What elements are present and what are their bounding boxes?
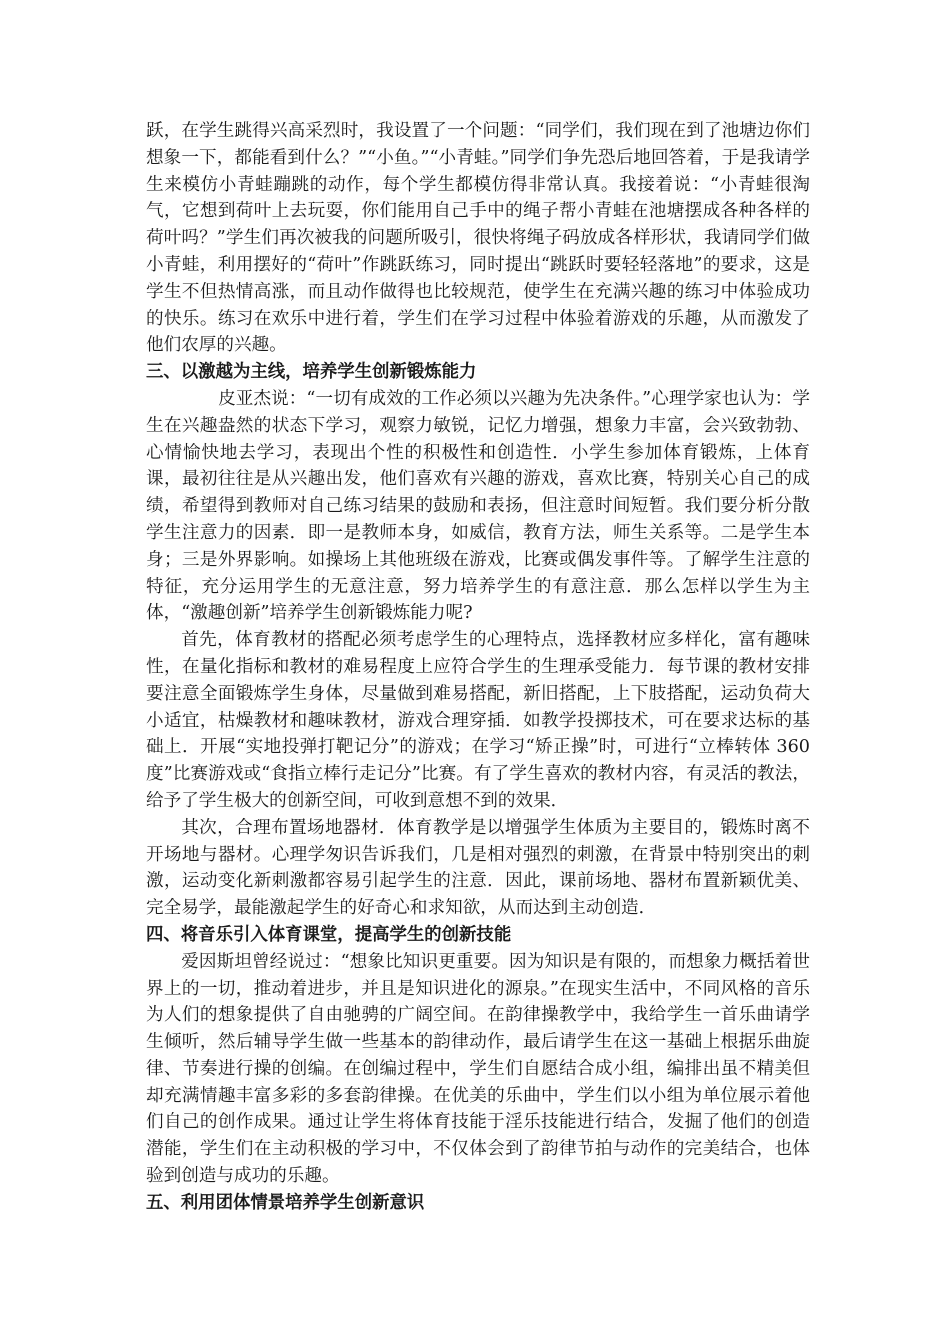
paragraph-frog-game: 跃，在学生跳得兴高采烈时，我设置了一个问题：“同学们，我们现在到了池塘边你们想象一下，都能看到什么？”“小鱼。”“小青蛙。”同学们争先恐后地回答着，于是我请学生来模仿小青蛙蹦跳的动作，每个学生都模仿得非常认真。我接着说：“小青蛙很淘气，它想到荷叶上去玩耍，你们能用自己手中的绳子帮小青蛙在池塘摆成各种各样的荷叶吗？”学生们再次被我的问题所吸引，很快将绳子码放成各样形状，我请同学们做小青蛙，利用摆好的“荷叶”作跳跃练习，同时提出“跳跃时要轻轻落地”的要求，这是学生不但热情高涨，而且动作做得也比较规范，使学生在充满兴趣的练习中体验成功的快乐。练习在欢乐中进行着，学生们在学习过程中体验着游戏的乐趣，从而激发了他们农厚的兴趣。 — [146, 121, 810, 356]
paragraph-einstein: 爱因斯坦曾经说过：“想象比知识更重要。因为知识是有限的，而想象力概括着世界上的一切，推动着进步，并且是知识进化的源泉。”在现实生活中，不同风格的音乐为人们的想象提供了自由驰骋的广阔空间。在韵律操教学中，我给学生一首乐曲请学生倾听，然后辅导学生做一些基本的韵律动作，最后请学生在这一基础上根据乐曲旋律、节奏进行操的创编。在创编过程中，学生们自愿结合成小组，编排出虽不精美但却充满情趣丰富多彩的多套韵律操。在优美的乐曲中，学生们以小组为单位展示着他们自己的创作成果。通过让学生将体育技能于淫乐技能进行结合，发掘了他们的创造潜能，学生们在主动积极的学习中，不仅体会到了韵律节拍与动作的完美结合，也体验到创造与成功的乐趣。 — [146, 951, 810, 1187]
document-page — [146, 118, 810, 1217]
section-heading-3: 三、以激越为主线，培养学生创新锻炼能力 — [146, 362, 477, 383]
paragraph-piaget: 皮亚杰说：“一切有成效的工作必须以兴趣为先决条件。”心理学家也认为：学生在兴趣盎然的状态下学习，观察力敏锐，记忆力增强，想象力丰富，会兴致勃勃、心情愉快地去学习，表现出个性的积极性和创造性．小学生参加体育锻炼，上体育课，最初往往是从兴趣出发，他们喜欢有兴趣的游戏，喜欢比赛，特别关心自己的成绩，希望得到教师对自己练习结果的鼓励和表扬，但注意时间短暂。我们要分析分散学生注意力的因素．即一是教师本身，如威信，教育方法，师生关系等。二是学生本身；三是外界影响。如操场上其他班级在游戏，比赛或偶发事件等。了解学生注意的特征，充分运用学生的无意注意，努力培养学生的有意注意．那么怎样以学生为主体，“激趣创新”培养学生创新锻炼能力呢? — [146, 388, 810, 624]
paragraph-second: 其次，合理布置场地器材．体育教学是以增强学生体质为主要目的，锻炼时离不开场地与器材。心理学匆识告诉我们，几是相对强烈的刺激，在背景中特别突出的刺激，运动变化新刺激都容易引起学生的注意．因此，课前场地、器材布置新颖优美、完全易学，最能激起学生的好奇心和求知欲，从而达到主动创造． — [146, 817, 810, 919]
section-heading-4: 四、将音乐引入体育课堂，提高学生的创新技能 — [146, 924, 512, 945]
paragraph-first: 首先，体育教材的搭配必须考虑学生的心理特点，选择教材应多样化，富有趣味性，在量化指标和教材的难易程度上应符合学生的生理承受能力．每节课的教材安排要注意全面锻炼学生身体，尽量做到难易搭配，新旧搭配，上下肢搭配，运动负荷大小适宜，枯燥教材和趣味教材，游戏合理穿插．如教学投掷技术，可在要求达标的基础上．开展“实地投弹打靶记分”的游戏；在学习“矫正操”时，可进行“立棒转体 360 度”比赛游戏或“食指立棒行走记分”比赛。有了学生喜欢的教材内容，有灵活的教法，给予了学生极大的创新空间，可收到意想不到的效果． — [146, 630, 810, 811]
section-heading-5: 五、利用团体情景培养学生创新意识 — [146, 1192, 425, 1213]
